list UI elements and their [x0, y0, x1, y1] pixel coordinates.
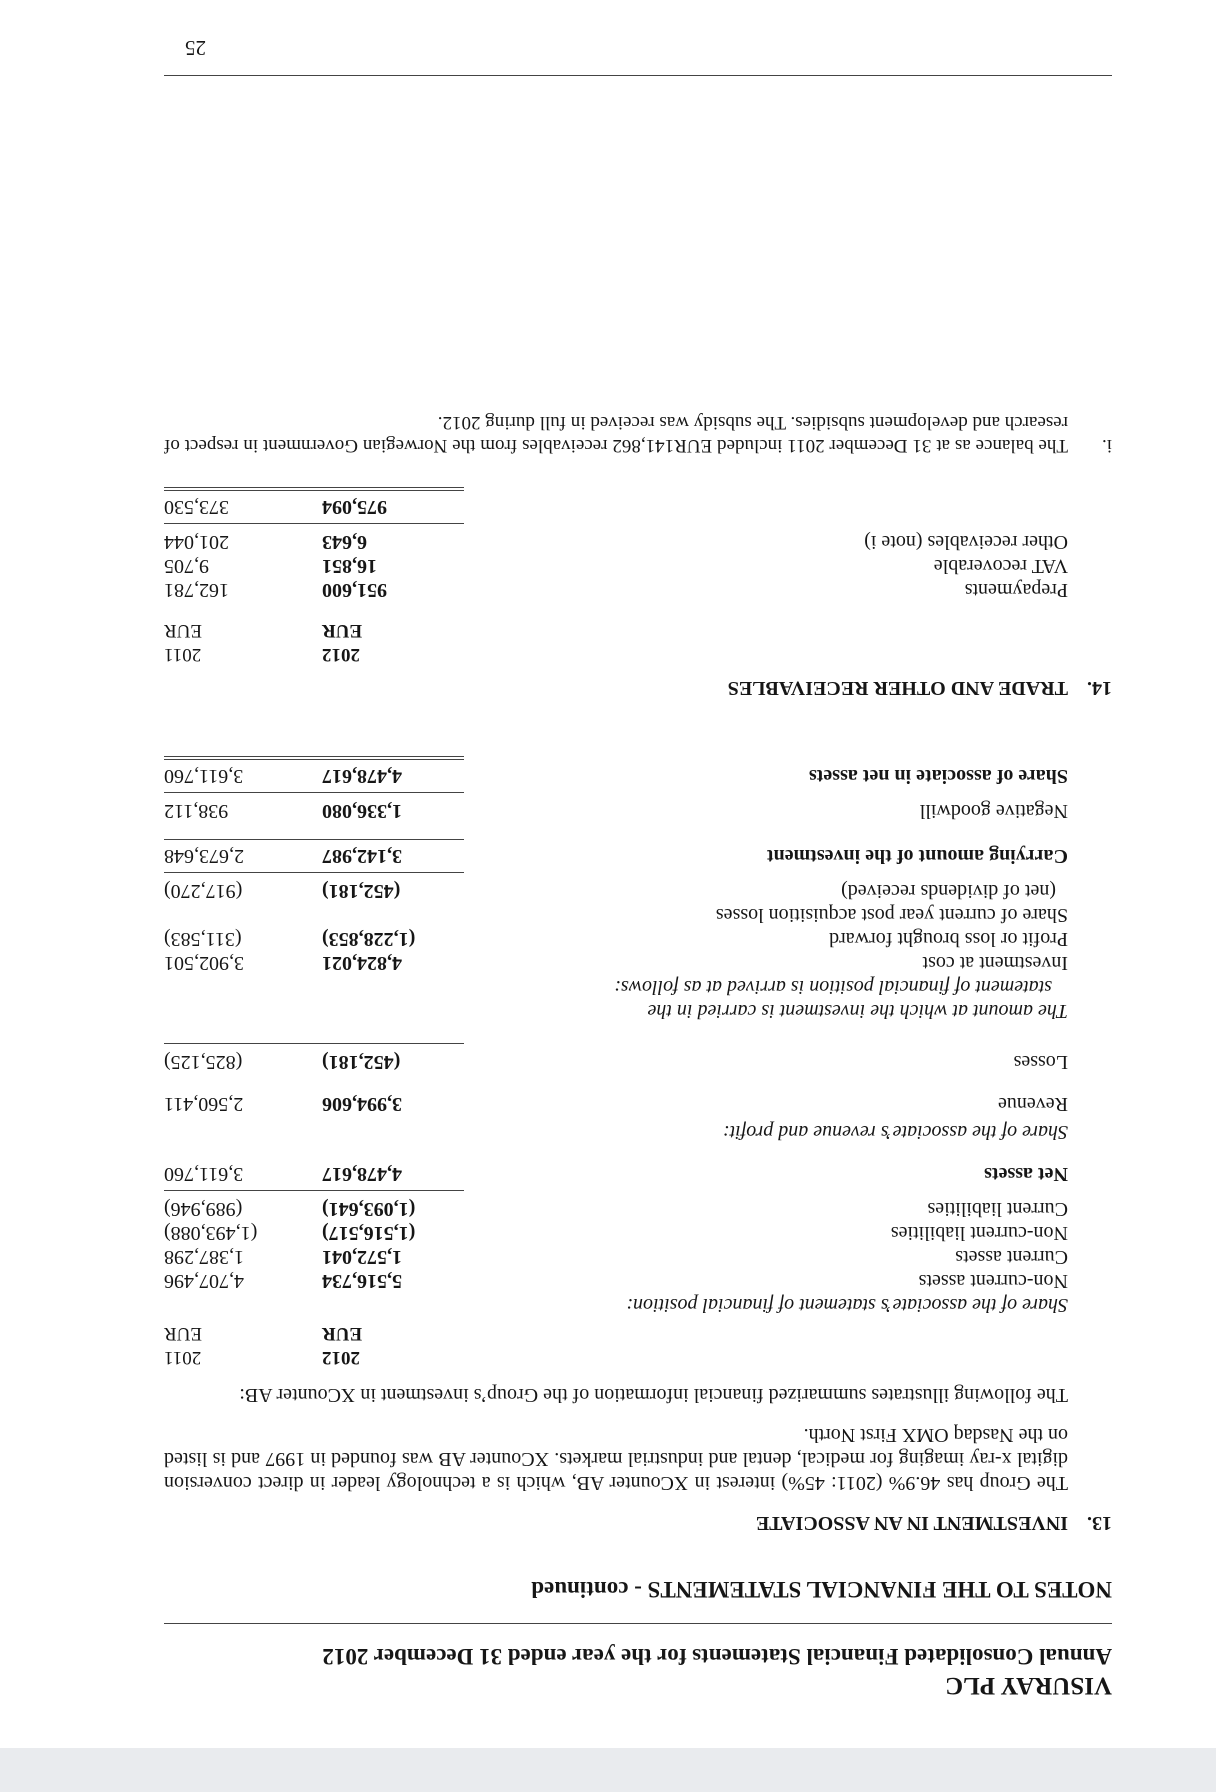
year-2011: 2011 — [164, 1347, 202, 1368]
receivables-rule — [164, 523, 1112, 524]
rp-heading: Share of the associate’s revenue and profit: — [722, 1121, 1068, 1143]
section-13-paragraph: The Group has 46.9% (2011: 45%) interest in XCounter AB, which is a technology leader in direct conversion digital x-ray imaging for medical, dental and industrial markets. XCounter AB was founded in 1997 and is listed on the Nasdaq OMX First North. — [164, 1424, 1068, 1494]
footnote-label: i. — [1101, 435, 1112, 456]
section-13-intro: The following illustrates summarized financial information of the Group’s investment in XCounter AB: — [239, 1384, 1068, 1406]
page-number: 25 — [185, 36, 206, 60]
investment-cost-row: Investment at cost 4,824,021 3,902,501 — [164, 952, 1068, 974]
table-row: Current assets 1,572,041 1,387,298 — [164, 1246, 1068, 1268]
section-14-heading — [164, 676, 1112, 700]
column-years — [164, 1345, 1112, 1369]
share-current-line-1: Share of current year post acquisition losses — [715, 904, 1068, 926]
report-subtitle: Annual Consolidated Financial Statements for the year ended 31 December 2012 — [322, 1644, 1112, 1669]
receivables-double-rule — [164, 487, 1112, 491]
company-name: VISURAY PLC — [945, 1672, 1112, 1699]
unit-2012: EUR — [322, 1323, 363, 1344]
section-title: INVESTMENT IN AN ASSOCIATE — [755, 1512, 1068, 1534]
amount-heading-line-2: statement of financial position is arrived at as follows: — [614, 976, 1052, 998]
carrying-rule — [164, 872, 1112, 873]
losses-row: Losses (452,181) (825,125) — [164, 1051, 1068, 1073]
year-2012: 2012 — [322, 1347, 360, 1368]
section-number: 14. — [1087, 677, 1112, 699]
section-number: 13. — [1087, 1512, 1112, 1534]
subtotal-rule — [164, 1190, 1112, 1191]
column-units — [164, 1321, 1112, 1345]
share-current-row: (net of dividends received) (452,181) (917,270) — [164, 880, 1056, 902]
losses-rule — [164, 1043, 1112, 1044]
page-content — [164, 411, 1112, 1700]
unit-2011: EUR — [164, 1323, 202, 1344]
revenue-row: Revenue 3,994,606 2,560,411 — [164, 1093, 1068, 1115]
table-row: Current liabilities (1,093,641) (989,946) — [164, 1198, 1068, 1220]
header-rule — [164, 1623, 1112, 1624]
section-title: TRADE AND OTHER RECEIVABLES — [727, 677, 1068, 699]
table-row: Non-current liabilities (1,516,517) (1,493,088) — [164, 1222, 1068, 1244]
notes-title: NOTES TO THE FINANCIAL STATEMENTS - continued — [531, 1577, 1112, 1602]
table-row: Other receivables (note i) 6,643 201,044 — [164, 531, 1068, 553]
table-row: Prepayments 951,600 162,781 — [164, 579, 1068, 601]
goodwill-rule — [164, 792, 1112, 793]
section-13-heading — [164, 1511, 1112, 1535]
net-assets-row: Net assets 4,478,617 3,611,760 — [164, 1163, 1068, 1185]
footnote-text: The balance as at 31 December 2011 included EUR141,862 receivables from the Norwegian Government in respect of research and development subsidies. The subsidy was received in full during 2012. — [164, 412, 1068, 456]
fp-heading: Share of the associate’s statement of financial position: — [626, 1294, 1068, 1316]
receivables-total-row: 975,094 373,530 — [164, 496, 387, 518]
footer-rule — [164, 75, 1112, 76]
carrying-amount-row: Carrying amount of the investment 3,142,987 2,673,648 — [164, 845, 1068, 867]
profit-loss-row: Profit or loss brought forward (1,228,853) (311,583) — [164, 928, 1068, 950]
amount-heading-line-1: The amount at which the investment is carried in the — [647, 1000, 1068, 1022]
double-rule — [164, 756, 1112, 760]
footnote-i — [164, 411, 1112, 457]
table-row: Non-current assets 5,516,734 4,707,496 — [164, 1270, 1068, 1292]
column-years: 2012 2011 — [164, 644, 360, 665]
carrying-bottom-rule — [164, 839, 1112, 840]
table-row: VAT recoverable 16,851 9,705 — [164, 555, 1068, 577]
column-units: EUR EUR — [164, 620, 363, 641]
share-net-assets-row: Share of associate in net assets 4,478,617 3,611,760 — [164, 765, 1068, 787]
negative-goodwill-row: Negative goodwill 1,336,080 938,112 — [164, 800, 1068, 822]
